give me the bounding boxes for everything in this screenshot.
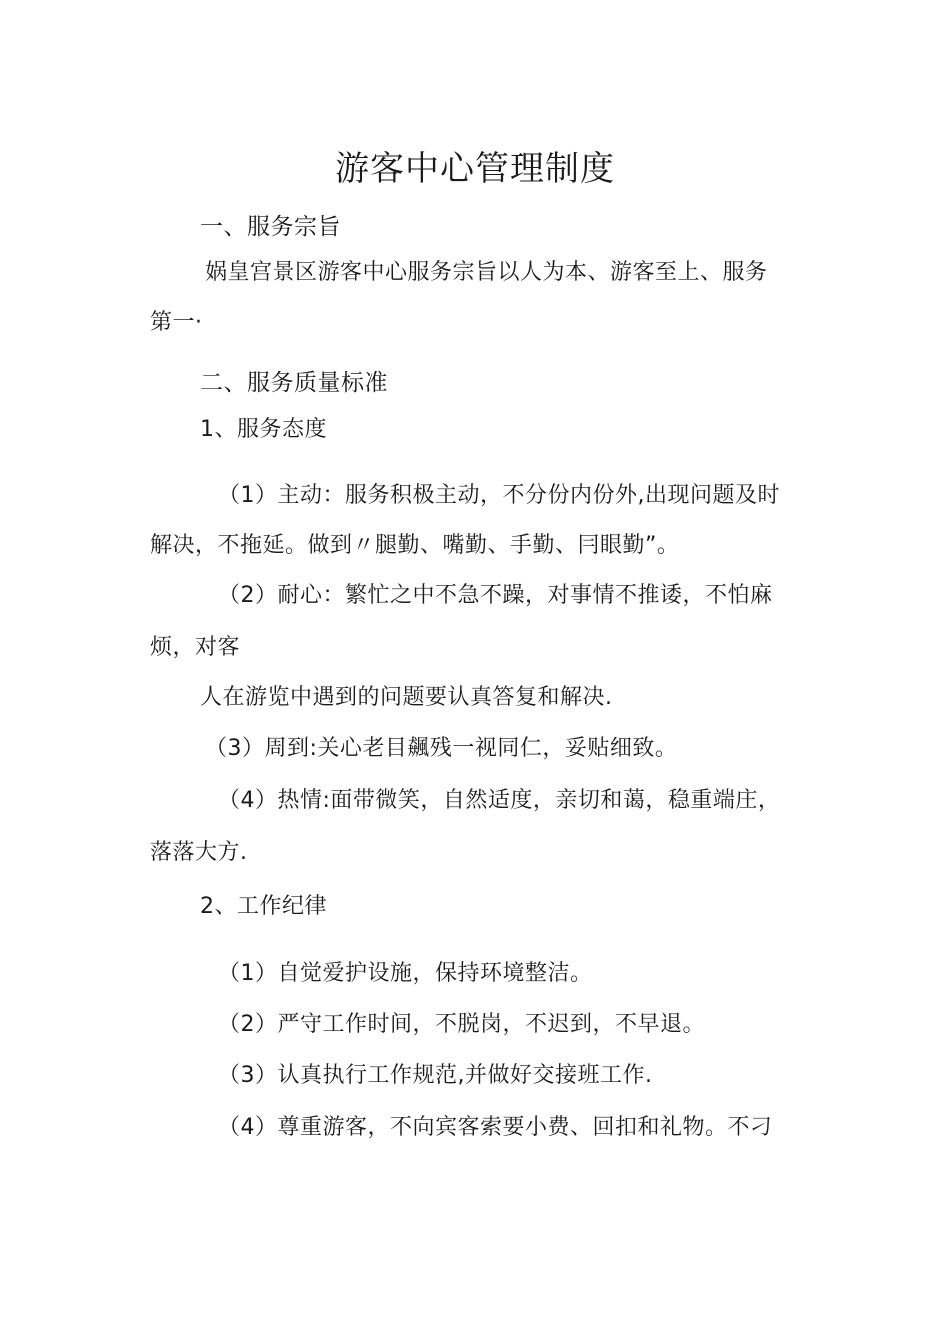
attitude-item-2-line-2: 烦，对客	[150, 635, 241, 660]
section-heading-purpose: 一、服务宗旨	[200, 214, 341, 240]
attitude-item-1-line-1: （1）主动：服务积极主动，不分份内份外,出现问题及时	[218, 483, 780, 508]
subsection-heading-attitude: 1、服务态度	[200, 417, 327, 442]
discipline-item-3: （3）认真执行工作规范,并做好交接班工作.	[218, 1063, 653, 1088]
subsection-heading-discipline: 2、工作纪律	[200, 894, 327, 919]
attitude-item-2-line-1: （2）耐心：繁忙之中不急不躁，对事情不推诿，不怕麻	[218, 583, 773, 608]
purpose-paragraph-line-1: 娲皇宫景区游客中心服务宗旨以人为本、游客至上、服务	[205, 260, 768, 285]
discipline-item-4: （4）尊重游客，不向宾客索要小费、回扣和礼物。不刁	[218, 1115, 773, 1140]
document-title: 游客中心管理制度	[335, 149, 615, 189]
purpose-paragraph-line-2: 第一·	[150, 310, 203, 335]
attitude-item-1-line-2: 解决，不拖延。做到〃腿勤、嘴勤、手勤、冃眼勤”。	[150, 533, 680, 558]
section-heading-quality: 二、服务质量标准	[200, 370, 388, 396]
attitude-item-3: （3）周到:关心老目飆残一视同仁，妥贴细致。	[205, 736, 678, 761]
discipline-item-1: （1）自觉爱护设施，保持环境整洁。	[218, 961, 593, 986]
attitude-item-4-line-1: （4）热情:面带微笑，自然适度，亲切和蔼，稳重端庄，	[218, 788, 781, 813]
discipline-item-2: （2）严守工作时间，不脱岗，不迟到，不早退。	[218, 1012, 705, 1037]
attitude-item-2-line-3: 人在游览中遇到的问题要认真答复和解决.	[200, 685, 613, 710]
attitude-item-4-line-2: 落落大方.	[150, 840, 248, 865]
